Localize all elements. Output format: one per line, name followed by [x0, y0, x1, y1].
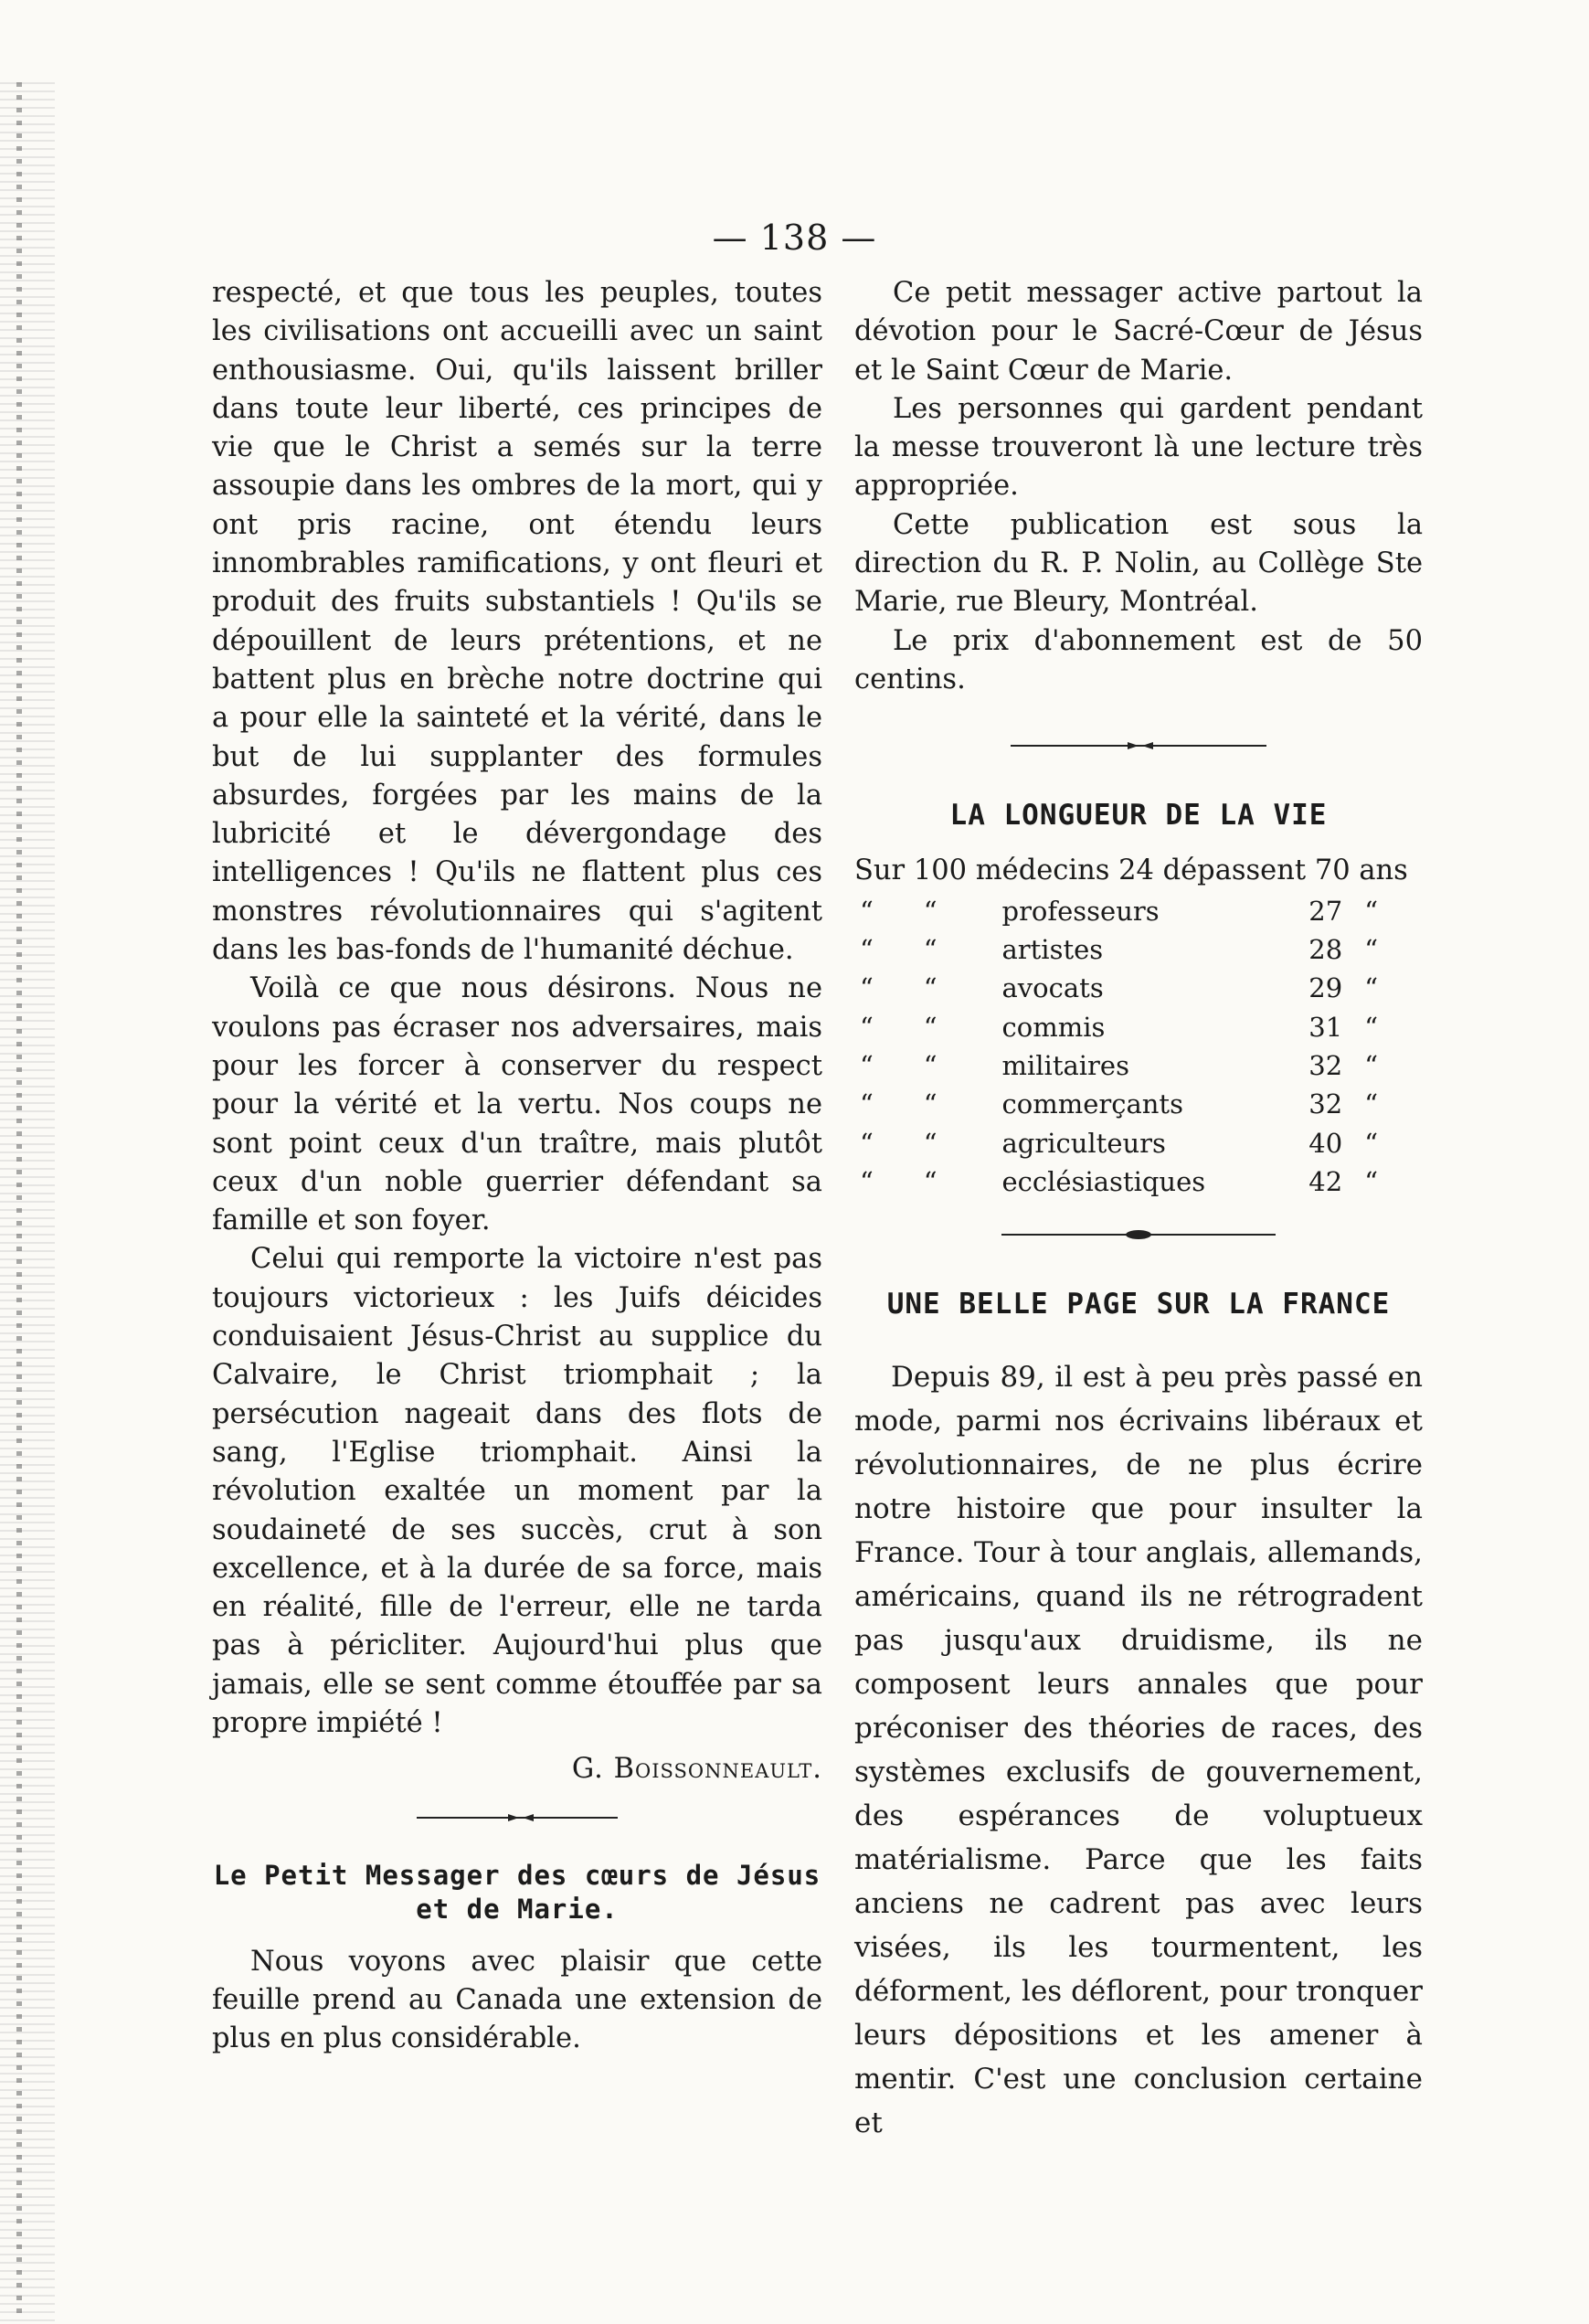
messenger-title-line1: Le Petit Messager des cœurs de Jésus [213, 1859, 821, 1891]
ditto-mark: “ [923, 972, 938, 1004]
ditto-mark: “ [1364, 1088, 1379, 1120]
profession-cell: commerçants [1001, 1088, 1183, 1120]
table-row [854, 930, 1423, 969]
ditto-mark: “ [860, 1050, 874, 1082]
ditto-mark: “ [860, 934, 874, 966]
table-row [854, 1008, 1423, 1046]
ditto-mark: “ [923, 1127, 938, 1159]
ditto-mark: “ [923, 1088, 938, 1120]
section-title-longevity: LA LONGUEUR DE LA VIE [949, 799, 1328, 833]
ditto-mark: “ [860, 1127, 874, 1159]
profession-cell: commis [1001, 1011, 1106, 1043]
table-row [854, 969, 1423, 1007]
ditto-mark: “ [923, 1011, 938, 1043]
ditto-mark: “ [1364, 934, 1379, 966]
page-number: — 138 — [712, 218, 877, 258]
ornamental-separator [854, 1201, 1423, 1279]
profession-cell: militaires [1001, 1050, 1129, 1082]
paragraph: Ce petit messager active partout la dévotion pour le Sacré-Cœur de Jésus et le Saint Cœur de Marie. [854, 277, 1423, 387]
table-row [854, 1162, 1423, 1201]
ditto-mark: “ [1364, 1050, 1379, 1082]
messenger-title-line2: et de Marie. [416, 1893, 619, 1925]
ditto-mark: “ [860, 972, 874, 1004]
table-row [854, 1046, 1423, 1085]
separator-ornament-icon [1001, 1228, 1276, 1241]
ditto-mark: “ [860, 1088, 874, 1120]
ditto-mark: “ [1364, 1011, 1379, 1043]
ditto-mark: “ [923, 1165, 938, 1197]
ditto-mark: “ [1364, 972, 1379, 1004]
profession-cell: avocats [1001, 972, 1104, 1004]
separator-ornament-icon [1011, 739, 1266, 752]
ornamental-separator [212, 1789, 822, 1853]
paragraph: Depuis 89, il est à peu près passé en mode, parmi nos écrivains libéraux et révolutionnaires, de ne plus écrire notre histoire que pour insulter la France. Tour à tour anglais, allemands, américains, quand ils ne rétrogradent pas jusqu'aux druidisme, ils ne composent leurs annales que pour préconiser des théories de races, des systèmes exclusifs de gouvernement, des espérances de voluptueux matérialisme. Parce que les faits anciens ne cadrent pas avec leurs visées, ils les tourmentent, les déforment, les déflorent, pour tronquer leurs dépositions et les amener à mentir. C'est une conclusion certaine et [854, 1360, 1423, 2139]
paragraph: Nous voyons avec plaisir que cette feuille prend au Canada une extension de plus en plus considérable. [212, 1945, 822, 2055]
ditto-mark: “ [923, 934, 938, 966]
ditto-mark: “ [1364, 1165, 1379, 1197]
profession-cell: artistes [1001, 934, 1104, 966]
paragraph: respecté, et que tous les peuples, toutes les civilisations ont accueilli avec un saint enthousiasme. Oui, qu'ils laissent briller dans toute leur liberté, ces principes de vie que le Christ a semés sur la terre assoupie dans les ombres de la mort, qui y ont pris racine, ont étendu leurs innombrables ramifications, y ont fleuri et produit des fruits substantiels ! Qu'ils se dépouillent de leurs prétentions, et ne battent plus en brèche notre doctrine qui a pour elle la sainteté et la vérité, dans le but de lui supplanter des formules absurdes, forgées par les mains de la lubricité et le dévergondage des intelligences ! Qu'ils ne flattent plus ces monstres révolutionnaires qui s'agitent dans les bas-fonds de l'humanité déchue. [212, 277, 822, 967]
paragraph: Voilà ce que nous désirons. Nous ne voulons pas écraser nos adversaires, mais pour les forcer à conserver du respect pour la vérité et la vertu. Nos coups ne sont point ceux d'un traître, mais plutôt ceux d'un noble guerrier défendant sa famille et son foyer. [212, 972, 822, 1237]
paragraph: Les personnes qui gardent pendant la messe trouveront là une lecture très appropriée. [854, 392, 1423, 503]
profession-cell: ecclésiastiques [1001, 1165, 1206, 1197]
age-cell: 29 [1308, 972, 1343, 1004]
ditto-mark: “ [860, 1011, 874, 1043]
ditto-mark: “ [860, 1165, 874, 1197]
age-cell: 42 [1308, 1165, 1343, 1197]
separator-ornament-icon [417, 1811, 618, 1824]
page-edge-shadow [0, 82, 55, 2321]
ditto-mark: “ [1364, 1127, 1379, 1159]
section-title-messenger [212, 1859, 822, 1926]
table-row [854, 1085, 1423, 1123]
table-caption: Sur 100 médecins 24 dépassent 70 ans [854, 854, 1408, 886]
age-cell: 28 [1308, 934, 1343, 966]
ditto-mark: “ [923, 895, 938, 927]
profession-cell: professeurs [1001, 895, 1160, 927]
ornamental-separator [854, 699, 1423, 791]
paragraph: Le prix d'abonnement est de 50 centins. [854, 624, 1423, 695]
age-cell: 32 [1308, 1050, 1343, 1082]
paragraph: Celui qui remporte la victoire n'est pas toujours victorieux : les Juifs déicides conduisaient Jésus-Christ au supplice du Calvaire, le Christ triomphait ; la persécution nageait dans des flots de sang, l'Eglise triomphait. Ainsi la révolution exaltée un moment par la soudaineté de ses succès, crut à son excellence, et à la durée de sa force, mais en réalité, fille de l'erreur, elle ne tarda pas à péricliter. Aujourd'hui plus que jamais, elle se sent comme étouffée par sa propre impiété ! [212, 1243, 822, 1739]
left-column [212, 274, 822, 2058]
ditto-mark: “ [923, 1050, 938, 1082]
profession-cell: agriculteurs [1001, 1127, 1166, 1159]
age-cell: 27 [1308, 895, 1343, 927]
age-cell: 40 [1308, 1127, 1343, 1159]
right-column [854, 274, 1423, 2145]
age-cell: 32 [1308, 1088, 1343, 1120]
age-cell: 31 [1308, 1011, 1343, 1043]
ditto-mark: “ [1364, 895, 1379, 927]
page-binding-edge [16, 82, 22, 2321]
signature: G. Boissonneault. [571, 1753, 822, 1786]
ditto-mark: “ [860, 895, 874, 927]
table-row [854, 892, 1423, 930]
table-row [854, 1124, 1423, 1162]
paragraph: Cette publication est sous la direction du R. P. Nolin, au Collège Ste Marie, rue Bleury, Montréal. [854, 508, 1423, 619]
longevity-table [854, 892, 1423, 1201]
section-title-france: UNE BELLE PAGE SUR LA FRANCE [886, 1288, 1391, 1321]
